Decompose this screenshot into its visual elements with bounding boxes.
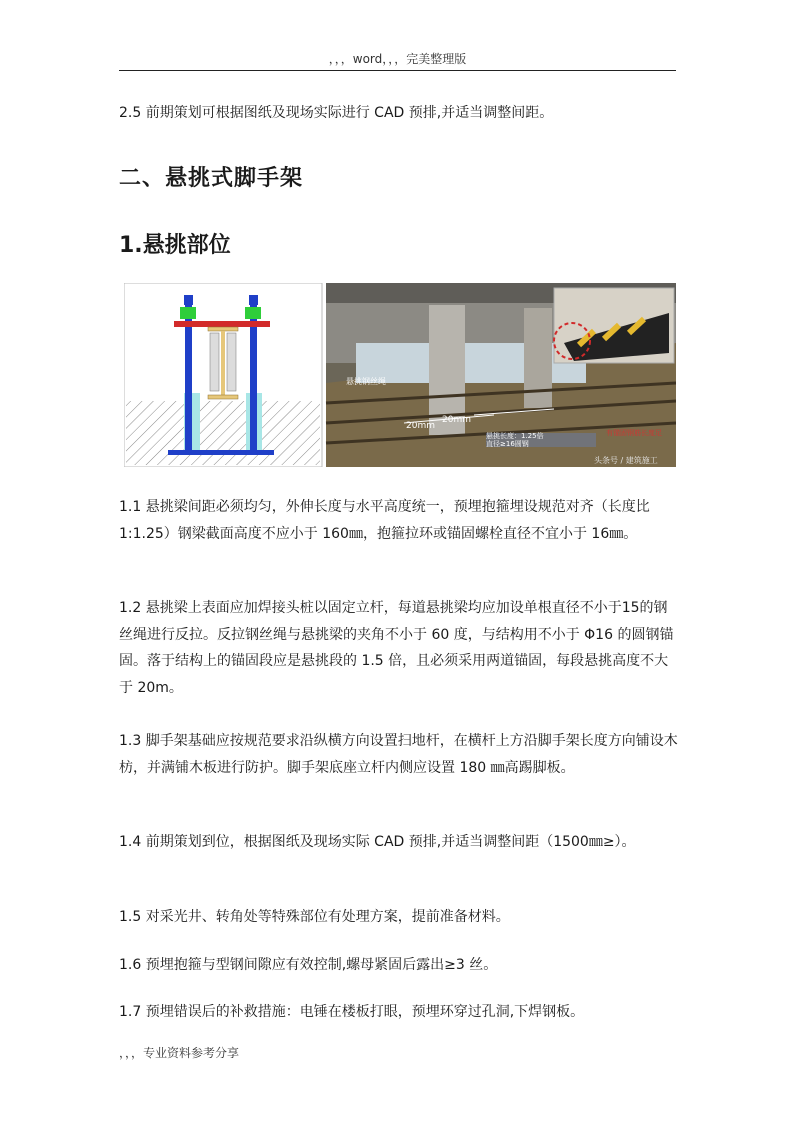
figure-image bbox=[124, 283, 676, 467]
beam-hatch-left bbox=[210, 333, 219, 391]
photo-label-rope: 悬挑钢丝绳 bbox=[346, 377, 386, 386]
page-footer: ，，，专业资料参考分享 bbox=[119, 1046, 240, 1060]
intro-paragraph: 2.5 前期策划可根据图纸及现场实际进行 CAD 预排,并适当调整间距。 bbox=[119, 105, 554, 121]
cantilever-figure bbox=[124, 283, 676, 467]
paragraph-1-3: 1.3 脚手架基础应按规范要求沿纵横方向设置扫地杆，在横杆上方沿脚手架长度方向铺设木枋，并满铺木板进行防护。脚手架底座立杆内侧应设置 180 ㎜高踢脚板。 bbox=[119, 733, 678, 776]
paragraph-1-1: 1.1 悬挑梁间距必须均匀，外伸长度与水平高度统一，预埋抱箍埋设规范对齐（长度比 1:1.25）钢梁截面高度不应小于 160㎜，抱箍拉环或锚固螺栓直径不宜小于 16㎜。 bbox=[119, 499, 650, 542]
right-bolt-head bbox=[249, 295, 258, 305]
left-nut bbox=[180, 307, 196, 319]
photo-label-length: 悬挑长度：1.25倍 bbox=[486, 432, 544, 440]
paragraph-1-6: 1.6 预埋抱箍与型钢间隙应有效控制,螺母紧固后露出≥3 丝。 bbox=[119, 957, 498, 973]
paragraph-1-7: 1.7 预埋错误后的补救措施：电锤在楼板打眼，预埋环穿过孔洞,下焊钢板。 bbox=[119, 1004, 585, 1020]
header-divider bbox=[119, 70, 676, 71]
photo-label-diameter: 直径≥16圆钢 bbox=[486, 440, 529, 448]
concrete-slab bbox=[126, 401, 320, 465]
i-beam-top-flange bbox=[208, 327, 238, 331]
paragraph-1-4: 1.4 前期策划到位，根据图纸及现场实际 CAD 预排,并适当调整间距（1500㎜≥）。 bbox=[119, 834, 636, 850]
photo-watermark: 头条号 / 建筑施工 bbox=[594, 456, 658, 465]
section-title: 二、悬挑式脚手架 bbox=[119, 166, 304, 191]
top-plate bbox=[174, 321, 270, 327]
bottom-plate bbox=[168, 450, 274, 455]
i-beam-bottom-flange bbox=[208, 395, 238, 399]
photo-label-anchor: 有锚固钢筋长度足 bbox=[606, 429, 662, 437]
subsection-title: 1.悬挑部位 bbox=[119, 233, 231, 258]
paragraph-1-2: 1.2 悬挑梁上表面应加焊接头桩以固定立杆，每道悬挑梁均应加设单根直径不小于15的钢丝绳进行反拉。反拉钢丝绳与悬挑梁的夹角不小于 60 度，与结构用不小于 Φ16 的圆钢锚固。落于结构上的锚固段应是悬挑段的 1.5 倍，且必须采用两道锚固，每段悬挑高度不大于 20m。 bbox=[119, 600, 674, 696]
page-header: ，，，word，，，完美整理版 bbox=[328, 52, 467, 66]
right-nut bbox=[245, 307, 261, 319]
beam-hatch-right bbox=[227, 333, 236, 391]
paragraph-1-5: 1.5 对采光井、转角处等特殊部位有处理方案，提前准备材料。 bbox=[119, 909, 510, 925]
left-bolt-head bbox=[184, 295, 193, 305]
photo-label-20mm-a: 20mm bbox=[406, 421, 435, 431]
i-beam-web bbox=[221, 331, 225, 395]
photo-label-20mm-b: 20mm bbox=[442, 415, 471, 425]
